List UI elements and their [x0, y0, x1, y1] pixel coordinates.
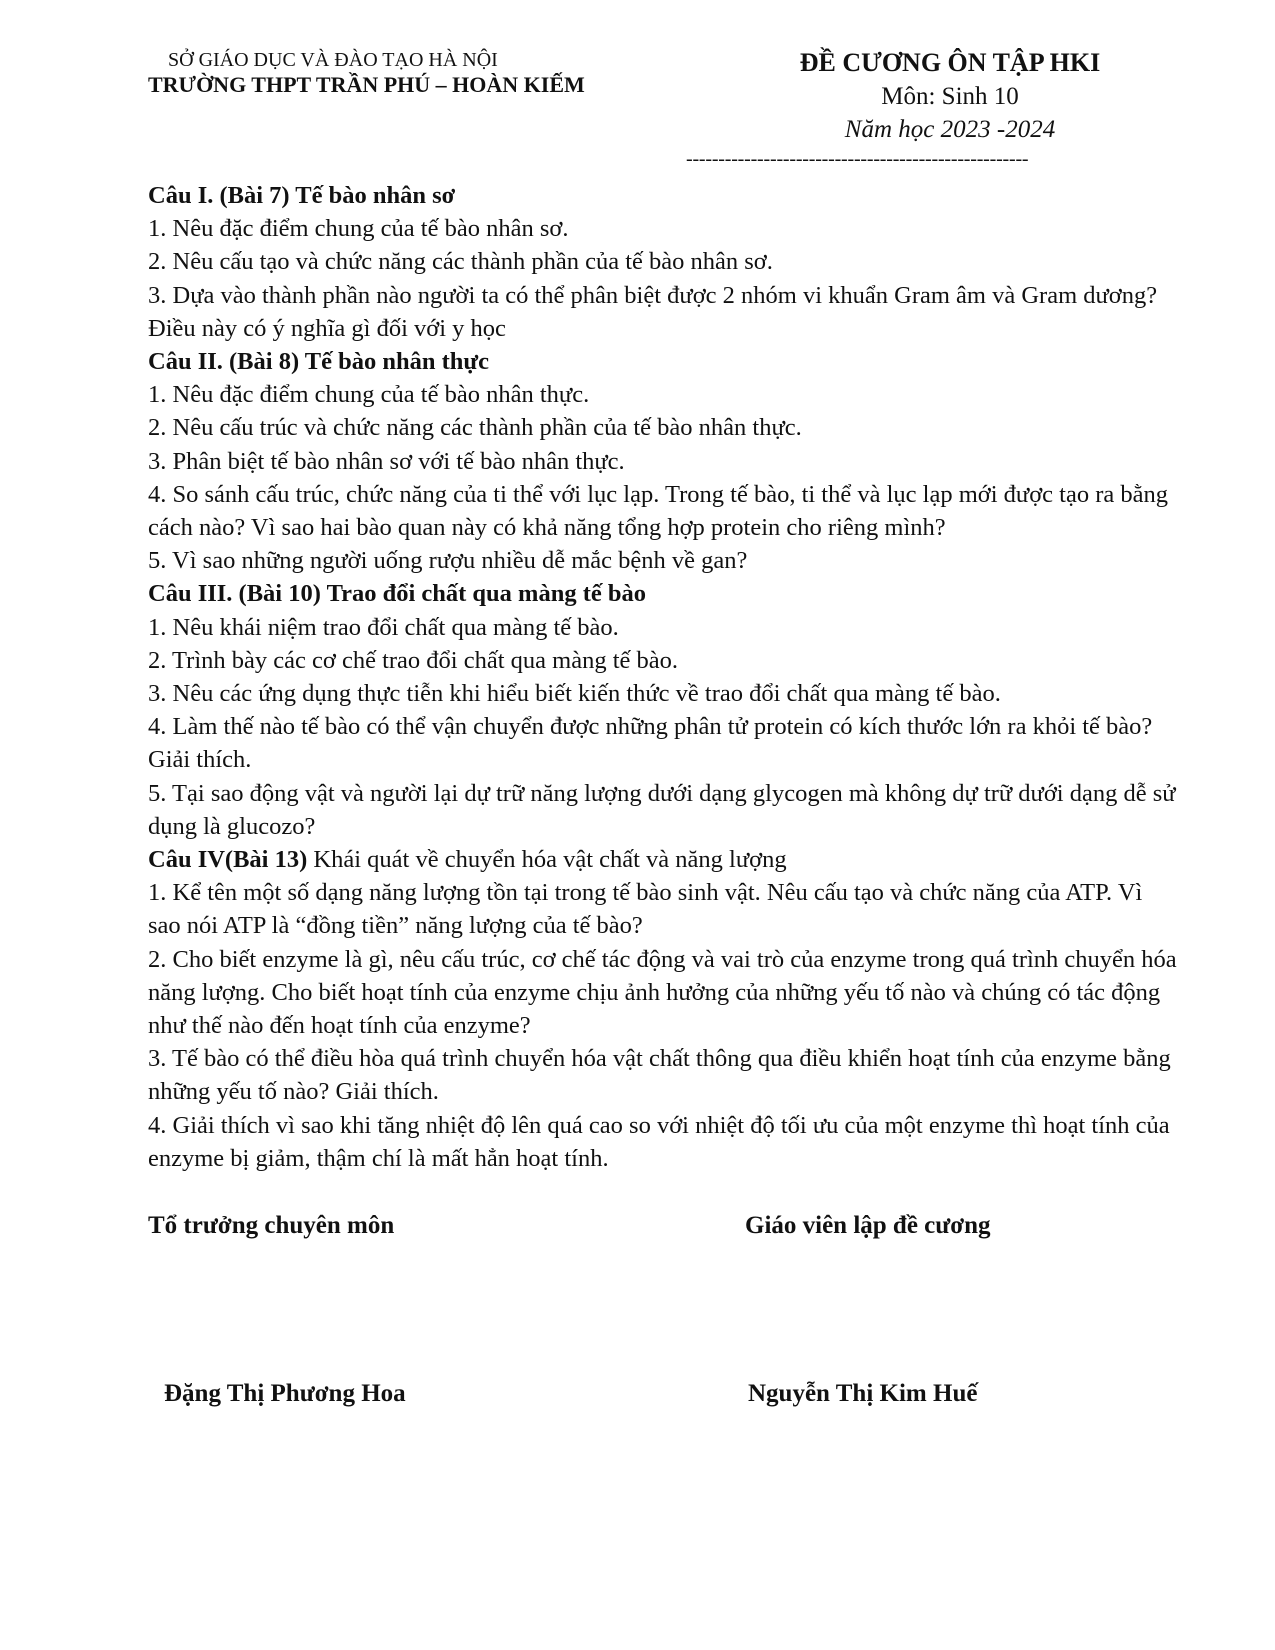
question-item: 3. Nêu các ứng dụng thực tiễn khi hiểu biết kiến thức về trao đổi chất qua màng tế bào. [148, 680, 1001, 708]
head-of-department-title: Tổ trưởng chuyên môn [148, 1212, 395, 1239]
question-item: 2. Cho biết enzyme là gì, nêu cấu trúc, cơ chế tác động và vai trò của enzyme trong quá trình chuyển hóa năng lượng. Cho biết hoạt tính của enzyme chịu ảnh hưởng của những yếu tố nào và chúng có tác động như thế nào đến hoạt tính của enzyme? [148, 945, 1177, 1040]
signature-block [148, 1212, 1178, 1432]
question-item: 4. Giải thích vì sao khi tăng nhiệt độ lên quá cao so với nhiệt độ tối ưu của một enzyme thì hoạt tính của enzyme bị giảm, thậm chí là mất hẳn hoạt tính. [148, 1111, 1170, 1172]
question-item: 3. Phân biệt tế bào nhân sơ với tế bào nhân thực. [148, 447, 625, 475]
question-item: 4. So sánh cấu trúc, chức năng của ti thể với lục lạp. Trong tế bào, ti thể và lục lạp mới được tạo ra bằng cách nào? Vì sao hai bào quan này có khả năng tổng hợp protein cho riêng mình? [148, 480, 1168, 542]
section-heading-label: Câu IV(Bài 13) [148, 846, 308, 874]
question-item: 1. Nêu đặc điểm chung của tế bào nhân thực. [148, 381, 590, 409]
question-item: 1. Nêu khái niệm trao đổi chất qua màng tế bào. [148, 613, 619, 641]
question-list [148, 179, 1178, 1175]
section-3 [148, 577, 1178, 843]
section-2 [148, 345, 1178, 577]
document-title: ĐỀ CƯƠNG ÔN TẬP HKI [799, 48, 1101, 77]
question-item: 2. Nêu cấu tạo và chức năng các thành phần của tế bào nhân sơ. [148, 248, 773, 276]
section-4 [148, 843, 1178, 1175]
section-heading: Câu II. (Bài 8) Tế bào nhân thực [148, 348, 489, 376]
section-heading: Câu III. (Bài 10) Trao đổi chất qua màng tế bào [148, 580, 647, 608]
question-item: 1. Nêu đặc điểm chung của tế bào nhân sơ. [148, 215, 569, 243]
question-item: 2. Nêu cấu trúc và chức năng các thành phần của tế bào nhân thực. [148, 414, 802, 442]
teacher-title: Giáo viên lập đề cương [745, 1212, 991, 1239]
department-name: SỞ GIÁO DỤC VÀ ĐÀO TẠO HÀ NỘI [168, 49, 498, 71]
question-item: 3. Tế bào có thể điều hòa quá trình chuyển hóa vật chất thông qua điều khiển hoạt tính của enzyme bằng những yếu tố nào? Giải thích. [148, 1045, 1171, 1106]
question-item: 5. Vì sao những người uống rượu nhiều dễ mắc bệnh về gan? [148, 547, 748, 575]
section-heading [148, 843, 1178, 876]
school-year: Năm học 2023 -2024 [844, 116, 1056, 143]
question-item: 2. Trình bày các cơ chế trao đổi chất qua màng tế bào. [148, 646, 679, 674]
header-right [690, 46, 1250, 146]
head-of-department-name: Đặng Thị Phương Hoa [164, 1380, 406, 1407]
question-item: 3. Dựa vào thành phần nào người ta có thể phân biệt được 2 nhóm vi khuẩn Gram âm và Gram dương? Điều này có ý nghĩa gì đối với y học [148, 281, 1158, 342]
question-item: 5. Tại sao động vật và người lại dự trữ năng lượng dưới dạng glycogen mà không dự trữ dưới dạng dễ sử dụng là glucozo? [148, 779, 1176, 840]
section-heading-topic: Khái quát về chuyển hóa vật chất và năng lượng [307, 846, 787, 874]
section-heading: Câu I. (Bài 7) Tế bào nhân sơ [148, 182, 456, 209]
school-name: TRƯỜNG THPT TRẦN PHÚ – HOÀN KIẾM [148, 72, 585, 97]
teacher-name: Nguyễn Thị Kim Huế [748, 1380, 978, 1407]
header-left [148, 48, 708, 98]
question-item: 1. Kể tên một số dạng năng lượng tồn tại trong tế bào sinh vật. Nêu cấu tạo và chức năng của ATP. Vì sao nói ATP là “đồng tiền” năng lượng của tế bào? [148, 879, 1143, 940]
subject-line: Môn: Sinh 10 [881, 83, 1019, 110]
question-item: 4. Làm thế nào tế bào có thể vận chuyển được những phân tử protein có kích thước lớn ra khỏi tế bào? Giải thích. [148, 713, 1153, 774]
header-separator: ----------------------------------------------------- [686, 148, 1029, 170]
section-1 [148, 179, 1178, 345]
